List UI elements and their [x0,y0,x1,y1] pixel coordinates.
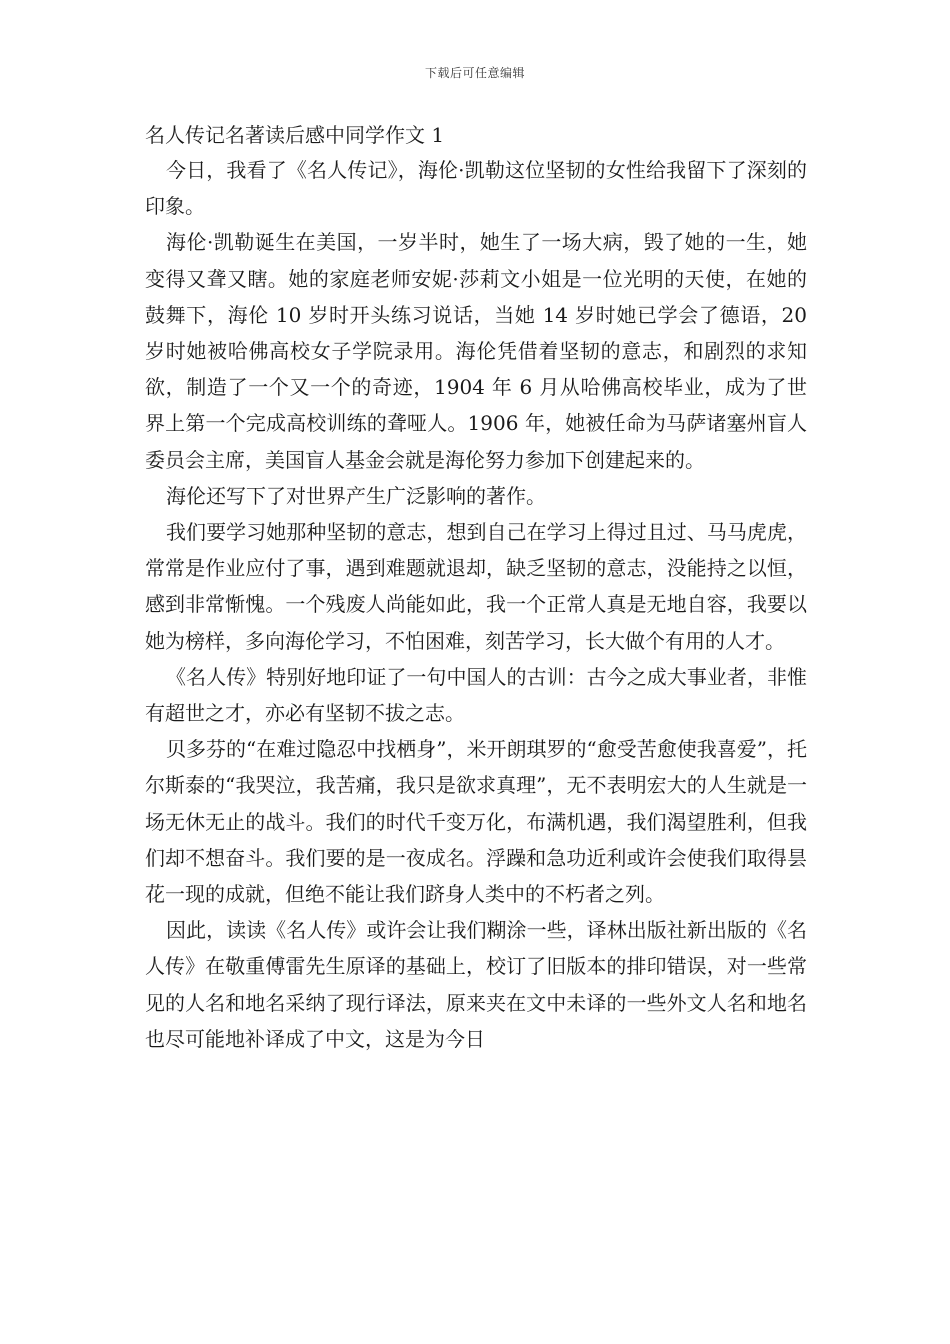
paragraph: 今日，我看了《名人传记》，海伦·凯勒这位坚韧的女性给我留下了深刻的印象。 [145,158,807,219]
paragraph: 我们要学习她那种坚韧的意志，想到自己在学习上得过且过、马马虎虎，常常是作业应付了事，遇到难题就退却，缺乏坚韧的意志，没能持之以恒，感到非常惭愧。一个残废人尚能如此，我一个正常人真是无地自容，我要以她为榜样，多向海伦学习，不怕困难，刻苦学习，长大做个有用的人才。 [145,520,807,653]
document-title: 名人传记名著读后感中同学作文 1 [145,123,445,147]
paragraph: 海伦·凯勒诞生在美国，一岁半时，她生了一场大病，毁了她的一生，她变得又聋又瞎。她的家庭老师安妮·莎莉文小姐是一位光明的天使，在她的鼓舞下，海伦 10 岁时开头练习说话，当她 14 岁时她已学会了德语，20 岁时她被哈佛高校女子学院录用。海伦凭借着坚韧的意志，和剧烈的求知欲，制造了一个又一个的奇迹，1904 年 6 月从哈佛高校毕业，成为了世界上第一个完成高校训练的聋哑人。1906 年，她被任命为马萨诸塞州盲人委员会主席，美国盲人基金会就是海伦努力参加下创建起来的。 [145,230,807,472]
paragraph: 贝多芬的“在难过隐忍中找栖身”，米开朗琪罗的“愈受苦愈使我喜爱”，托尔斯泰的“我哭泣，我苦痛，我只是欲求真理”，无不表明宏大的人生就是一场无休无止的战斗。我们的时代千变万化，布满机遇，我们渴望胜利，但我们却不想奋斗。我们要的是一夜成名。浮躁和急功近利或许会使我们取得昙花一现的成就，但绝不能让我们跻身人类中的不朽者之列。 [145,737,807,907]
paragraph: 海伦还写下了对世界产生广泛影响的著作。 [166,483,546,508]
page-header: 下载后可任意编辑 [424,66,525,80]
paragraph: 因此，读读《名人传》或许会让我们糊涂一些，译林出版社新出版的《名人传》在敬重傅雷先生原译的基础上，校订了旧版本的排印错误，对一些常见的人名和地名采纳了现行译法，原来夹在文中未译的一些外文人名和地名也尽可能地补译成了中文，这是为今日 [145,918,807,1051]
document-body [145,152,807,1057]
paragraph: 《名人传》特别好地印证了一句中国人的古训：古今之成大事业者，非惟有超世之才，亦必有坚韧不拔之志。 [145,664,807,726]
